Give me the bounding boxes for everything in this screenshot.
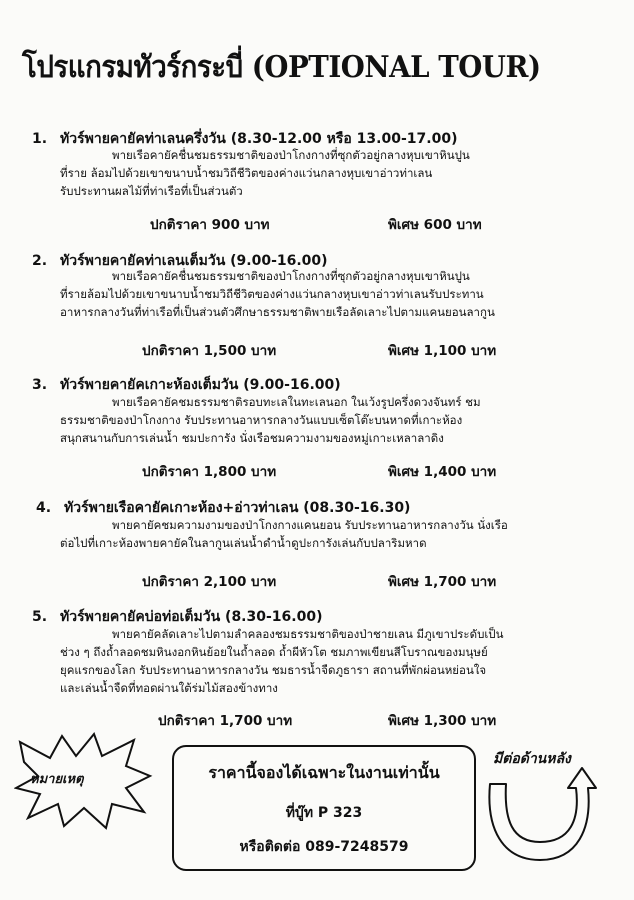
special-price: พิเศษ 600 บาท xyxy=(388,217,482,233)
normal-price: ปกติราคา 900 บาท xyxy=(150,217,270,233)
tour-number: 2. xyxy=(32,253,48,269)
continued-on-back-label: มีต่อด้านหลัง xyxy=(493,751,571,767)
tour-name: ทัวร์พายคายัคท่าเลนครึ่งวัน (8.30-12.00 หรือ 13.00-17.00) xyxy=(60,131,458,147)
description-line: ที่รายล้อมไปด้วยเขาขนาบน้ำชมวิถีชีวิตของค่างแว่นกลางหุบเขาอ่าวท่าเลนรับประทาน xyxy=(60,287,484,301)
description-line: ต่อไปที่เกาะห้องพายคายัคในลากูนเล่นน้ำดำน้ำดูปะการังเล่นกับปลาริมหาด xyxy=(60,536,427,550)
description-line: พายคายัคชมความงามของป่าโกงกางแคนยอน รับประทานอาหารกลางวัน นั่งเรือ xyxy=(112,518,508,532)
description-line: และเล่นน้ำจืดที่ทอดผ่านใต้ร่มไม้สองข้างทาง xyxy=(60,681,278,695)
tour-description xyxy=(60,267,495,321)
tour-name: ทัวร์พายคายัคท่าเลนเต็มวัน (9.00-16.00) xyxy=(60,253,328,269)
normal-price: ปกติราคา 1,700 บาท xyxy=(158,713,293,729)
note-line-1: ราคานี้จองได้เฉพาะในงานเท่านั้น xyxy=(208,763,440,782)
tour-name: ทัวร์พายคายัคบ่อท่อเต็มวัน (8.30-16.00) xyxy=(60,609,323,625)
description-line: พายเรือคายัคชื่นชมธรรมชาติของป่าโกงกางที่ซุกตัวอยู่กลางหุบเขาหินปูน xyxy=(112,269,470,283)
description-line: รับประทานผลไม้ที่ท่าเรือที่เป็นส่วนตัว xyxy=(60,184,243,198)
tour-number: 5. xyxy=(32,609,48,625)
tour-number: 4. xyxy=(36,500,52,516)
description-line: พายคายัคลัดเลาะไปตามลำคลองชมธรรมชาติของป่าชายเลน มีภูเขาประดับเป็น xyxy=(112,627,504,641)
normal-price: ปกติราคา 1,500 บาท xyxy=(142,343,277,359)
u-turn-arrow-icon xyxy=(478,758,606,868)
description-line: สนุกสนานกับการเล่นน้ำ ชมปะการัง นั่งเรือชมความงามของหมู่เกาะเหลาลาดิง xyxy=(60,431,444,445)
tour-name: ทัวร์พายคายัคเกาะห้องเต็มวัน (9.00-16.00) xyxy=(60,377,341,393)
normal-price: ปกติราคา 2,100 บาท xyxy=(142,574,277,590)
tour-description xyxy=(60,625,503,697)
tour-name: ทัวร์พายเรือคายัคเกาะห้อง+อ่าวท่าเลน (08.30-16.30) xyxy=(64,500,411,516)
tour-description xyxy=(60,516,508,552)
special-price: พิเศษ 1,100 บาท xyxy=(388,343,497,359)
note-label: หมายเหตุ xyxy=(30,772,84,787)
tour-number: 3. xyxy=(32,377,48,393)
tour-description xyxy=(60,393,481,447)
description-line: ที่ราย ล้อมไปด้วยเขาขนาบน้ำชมวิถีชีวิตของค่างแว่นกลางหุบเขาอ่าวท่าเลน xyxy=(60,166,433,180)
special-price: พิเศษ 1,700 บาท xyxy=(388,574,497,590)
page-title: โปรแกรมทัวร์กระบี่ (OPTIONAL TOUR) xyxy=(22,50,541,85)
tour-description xyxy=(60,146,470,200)
description-line: อาหารกลางวันที่ท่าเรือที่เป็นส่วนตัวศึกษาธรรมชาติพายเรือลัดเลาะไปตามแคนยอนลากูน xyxy=(60,305,495,319)
description-line: ช่วง ๆ ถึงถ้ำลอดชมหินงอกหินย้อยในถ้ำลอด ถ้ำผีหัวโต ชมภาพเขียนสีโบราณของมนุษย์ xyxy=(60,645,488,659)
description-line: ธรรมชาติของป่าโกงกาง รับประทานอาหารกลางวันแบบเซ็ตโต๊ะบนหาดที่เกาะห้อง xyxy=(60,413,463,427)
normal-price: ปกติราคา 1,800 บาท xyxy=(142,464,277,480)
description-line: ยุคแรกของโลก รับประทานอาหารกลางวัน ชมธารน้ำจืดภูธารา สถานที่พักผ่อนหย่อนใจ xyxy=(60,663,487,677)
special-price: พิเศษ 1,400 บาท xyxy=(388,464,497,480)
description-line: พายเรือคายัคชมธรรมชาติรอบทะเลในทะเลนอก ในเว้งรูปครึ่งดวงจันทร์ ชม xyxy=(112,395,481,409)
note-line-2: ที่บู๊ท P 323 xyxy=(285,805,363,821)
tour-number: 1. xyxy=(32,131,48,147)
booking-note-box xyxy=(172,745,476,871)
note-line-3: หรือติดต่อ 089-7248579 xyxy=(239,839,409,855)
special-price: พิเศษ 1,300 บาท xyxy=(388,713,497,729)
description-line: พายเรือคายัคชื่นชมธรรมชาติของป่าโกงกางที่ซุกตัวอยู่กลางหุบเขาหินปูน xyxy=(112,148,470,162)
